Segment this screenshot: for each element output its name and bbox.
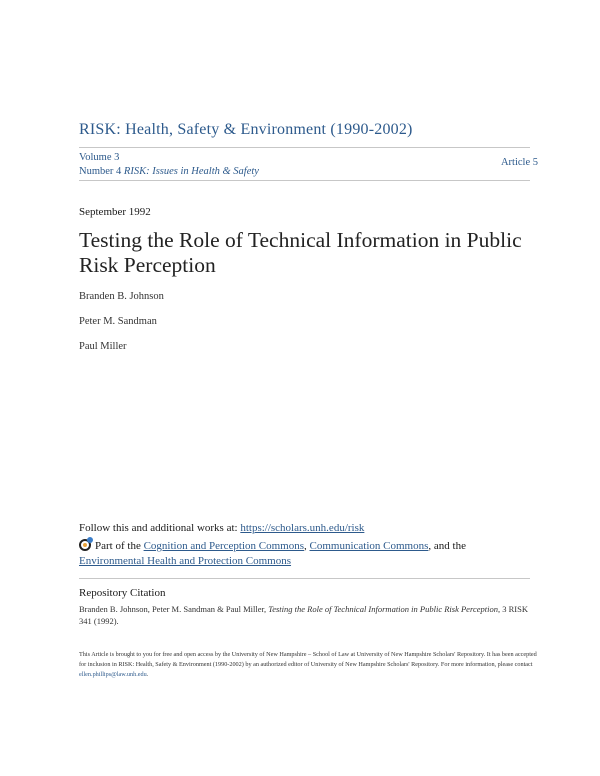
communication-link[interactable]: Communication Commons bbox=[309, 540, 429, 552]
part-of-line bbox=[79, 539, 539, 569]
author-2: Peter M. Sandman bbox=[79, 316, 157, 327]
and-the: , and the bbox=[428, 540, 466, 552]
separator: , bbox=[304, 540, 307, 552]
number-label: Number 4 bbox=[79, 166, 122, 177]
follow-label: Follow this and additional works at: bbox=[79, 522, 238, 534]
citation-title: Testing the Role of Technical Information in Public Risk Perception bbox=[268, 604, 498, 614]
repository-citation-heading: Repository Citation bbox=[79, 587, 166, 599]
header-rule-top bbox=[79, 147, 530, 148]
access-notice bbox=[79, 650, 539, 680]
volume-link[interactable]: Volume 3 bbox=[79, 152, 120, 163]
author-1: Branden B. Johnson bbox=[79, 291, 164, 302]
notice-end: . bbox=[146, 671, 149, 678]
commons-network-icon bbox=[79, 539, 91, 551]
citation-authors: Branden B. Johnson, Peter M. Sandman & Paul Miller, bbox=[79, 604, 267, 614]
contact-email-link[interactable]: ellen.phillips@law.unh.edu bbox=[79, 671, 147, 678]
citation-text bbox=[79, 603, 539, 627]
header-rule-bottom bbox=[79, 180, 530, 181]
citation-tail: , 3 RISK 341 (1992). bbox=[79, 604, 528, 626]
citation-rule bbox=[79, 578, 530, 579]
follow-link[interactable]: https://scholars.unh.edu/risk bbox=[240, 522, 365, 534]
article-title[interactable]: Testing the Role of Technical Information in Public Risk Perception bbox=[79, 228, 522, 277]
publication-date: September 1992 bbox=[79, 206, 151, 218]
journal-title[interactable]: RISK: Health, Safety & Environment (1990-2002) bbox=[79, 121, 413, 138]
notice-text: This Article is brought to you for free and open access by the University of New Hampshire – School of Law at University of New Hampshire Scholars' Repository. It has been accepted for inclusion in RISK: Health, Safety & Environment (1990-2002) by an authorized editor of University of New Hampshire Scholars' Repository. For more information, please contact bbox=[79, 651, 537, 668]
article-number[interactable]: Article 5 bbox=[500, 157, 538, 168]
number-line[interactable] bbox=[79, 165, 259, 179]
cognition-perception-link[interactable]: Cognition and Perception Commons bbox=[143, 540, 304, 552]
part-of-prefix: Part of the bbox=[95, 540, 141, 552]
environmental-health-link[interactable]: Environmental Health and Protection Commons bbox=[79, 555, 292, 567]
author-3: Paul Miller bbox=[79, 341, 127, 352]
follow-line bbox=[79, 522, 364, 534]
volume-info bbox=[79, 151, 259, 179]
issue-title: RISK: Issues in Health & Safety bbox=[123, 166, 259, 177]
